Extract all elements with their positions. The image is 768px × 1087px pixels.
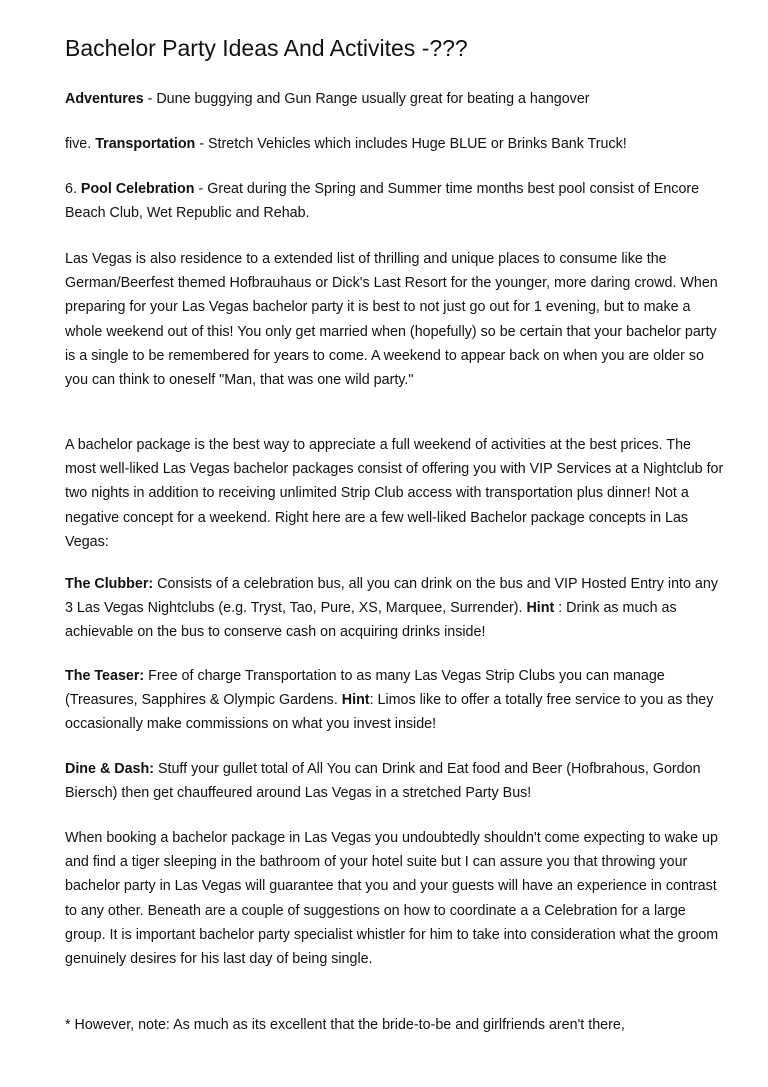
package-paragraph: A bachelor package is the best way to appreciate a full weekend of activities at the best prices. The most well-liked Las Vegas bachelor packages consist of offering you with VIP Services at a Nightclub for two nights in addition to receiving unlimited Strip Club access with transportation plus dinner! Not a negative concept for a weekend. Right here are a few well-liked Bachelor package concepts in Las Vegas: [65, 437, 724, 550]
clubber-hint-text: : Drink as much as achievable on the bus to conserve cash on acquiring drinks inside! [65, 600, 677, 641]
transportation-prefix: five. [65, 136, 96, 152]
teaser-hint-text: : Limos like to offer a totally free service to you as they occasionally make commissions on what you invest inside! [65, 692, 714, 733]
teaser-text: Free of charge Transportation to as many Las Vegas Strip Clubs you can manage (Treasures, Sapphires & Olympic Gardens. [65, 668, 665, 709]
teaser-label: The Teaser: [65, 668, 145, 684]
dine-text: Stuff your gullet total of All You can Drink and Eat food and Beer (Hofbrahous, Gordon Biersch) then get chauffeured around Las Vegas in a stretched Party Bus! [65, 761, 701, 802]
adventures-item [65, 87, 725, 111]
transportation-text: - Stretch Vehicles which includes Huge BLUE or Brinks Bank Truck! [195, 136, 627, 152]
dine-label: Dine & Dash: [65, 761, 154, 777]
transportation-label: Transportation [95, 136, 196, 152]
booking-paragraph: When booking a bachelor package in Las Vegas you undoubtedly shouldn't come expecting to wake up and find a tiger sleeping in the bathroom of your hotel suite but I can assure you that throwing your bachelor party in Las Vegas will guarantee that you and your guests will have an experience in contrast to any other. Beneath are a couple of suggestions on how to coordinate a a Celebration for a large group. It is important bachelor party specialist whistler for him to take into consideration what the groom genuinely desires for his last day of being single. [65, 830, 719, 968]
teaser-item [65, 664, 725, 737]
dine-item [65, 757, 725, 805]
transportation-item [65, 132, 725, 156]
note-paragraph: * However, note: As much as its excellent that the bride-to-be and girlfriends aren't there, [65, 1017, 625, 1033]
clubber-hint-label: Hint [526, 600, 555, 617]
clubber-label: The Clubber: [65, 576, 154, 592]
pool-item [65, 177, 725, 225]
document-title: Bachelor Party Ideas And Activites -??? [65, 35, 468, 61]
teaser-hint-label: Hint [341, 692, 370, 709]
clubber-text: Consists of a celebration bus, all you can drink on the bus and VIP Hosted Entry into any 3 Las Vegas Nightclubs (e.g. Tryst, Tao, Pure, XS, Marquee, Surrender). [65, 576, 718, 617]
adventures-text: - Dune buggying and Gun Range usually great for beating a hangover [143, 91, 590, 107]
pool-prefix: 6. [65, 181, 81, 197]
clubber-item [65, 572, 725, 645]
pool-text: - Great during the Spring and Summer time months best pool consist of Encore Beach Club, Wet Republic and Rehab. [65, 181, 700, 222]
vegas-paragraph: Las Vegas is also residence to a extended list of thrilling and unique places to consume like the German/Beerfest themed Hofbrauhaus or Dick's Last Resort for the younger, more daring crowd. When preparing for your Las Vegas bachelor party it is best to not just go out for 1 evening, but to make a whole weekend out of this! You only get married when (hopefully) so be certain that your bachelor party is a single to be remembered for years to come. A weekend to appear back on when you are older so you can think to oneself "Man, that was one wild party." [65, 251, 718, 389]
adventures-label: Adventures [65, 91, 144, 107]
pool-label: Pool Celebration [80, 181, 195, 197]
